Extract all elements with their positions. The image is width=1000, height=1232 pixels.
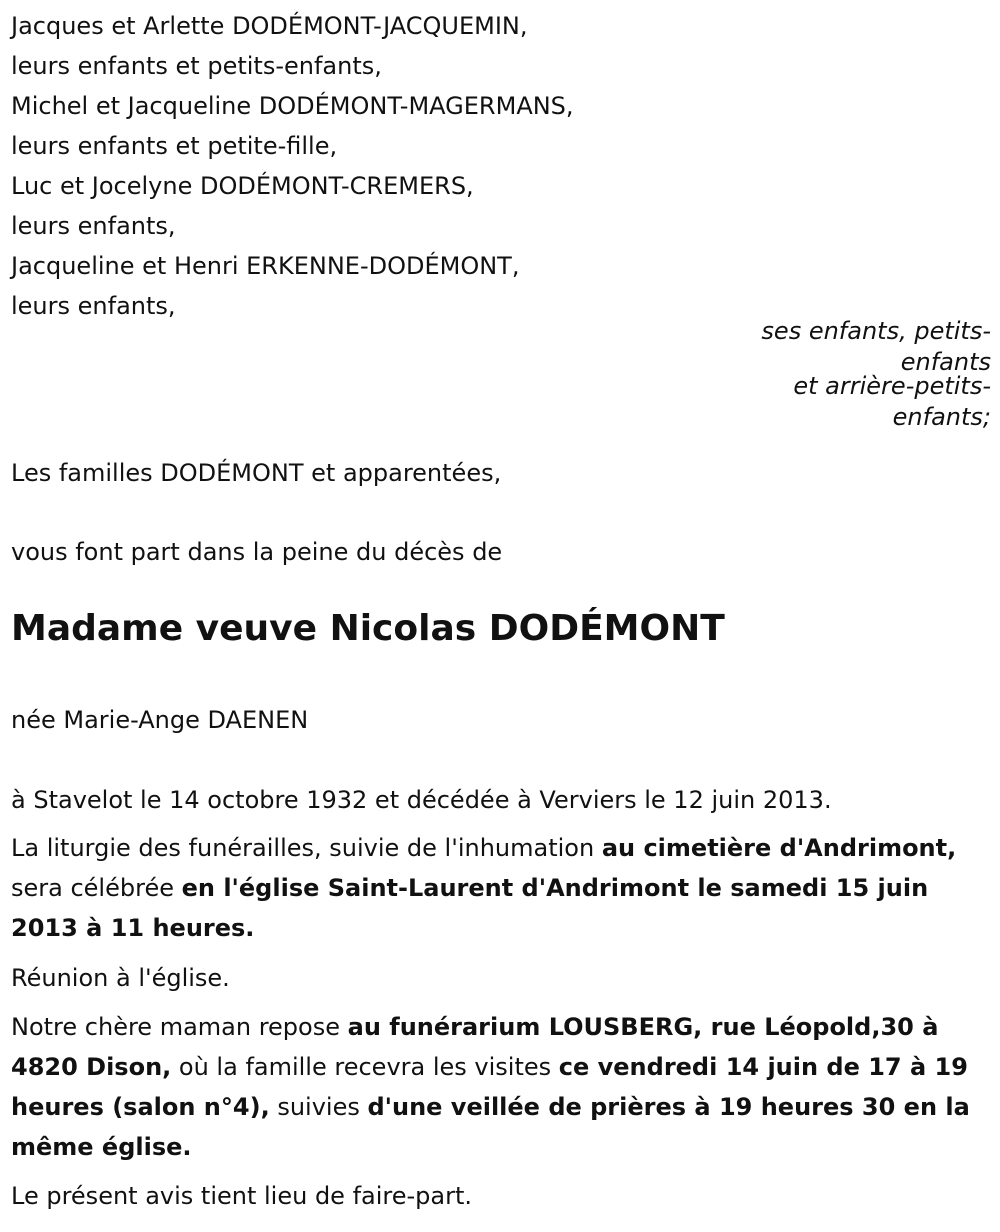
family-line: Luc et Jocelyne DODÉMONT-CREMERS, (11, 172, 474, 200)
deceased-name: Madame veuve Nicolas DODÉMONT (11, 608, 725, 649)
announcement-line: vous font part dans la peine du décès de (11, 538, 503, 566)
grandchildren-note: ses enfants, petits- enfants et arrière-petits- enfants; (761, 317, 991, 431)
birth-name: née Marie-Ange DAENEN (11, 706, 309, 734)
family-line: leurs enfants, (11, 212, 176, 240)
liturgy-paragraph: La liturgie des funérailles, suivie de l'inhumation au cimetière d'Andrimont, sera célébrée en l'église Saint-Laurent d'Andrimont le samedi 15 juin 2013 à 11 heures. (11, 834, 957, 942)
family-line: Michel et Jacqueline DODÉMONT-MAGERMANS, (11, 92, 574, 120)
families-line: Les familles DODÉMONT et apparentées, (11, 459, 502, 487)
dates-line: à Stavelot le 14 octobre 1932 et décédée à Verviers le 12 juin 2013. (11, 786, 832, 814)
family-line: Jacqueline et Henri ERKENNE-DODÉMONT, (11, 252, 520, 280)
closing-line: Le présent avis tient lieu de faire-part. (11, 1182, 473, 1210)
family-line: Jacques et Arlette DODÉMONT-JACQUEMIN, (11, 12, 528, 40)
family-line: leurs enfants, (11, 292, 176, 320)
family-line: leurs enfants et petite-fille, (11, 132, 338, 160)
meeting-line: Réunion à l'église. (11, 964, 230, 992)
visitation-paragraph: Notre chère maman repose au funérarium LOUSBERG, rue Léopold,30 à 4820 Dison, où la famille recevra les visites ce vendredi 14 juin de 17 à 19 heures (salon n°4), suivies d'une veillée de prières à 19 heures 30 en la même église. (11, 1013, 970, 1161)
family-line: leurs enfants et petits-enfants, (11, 52, 382, 80)
